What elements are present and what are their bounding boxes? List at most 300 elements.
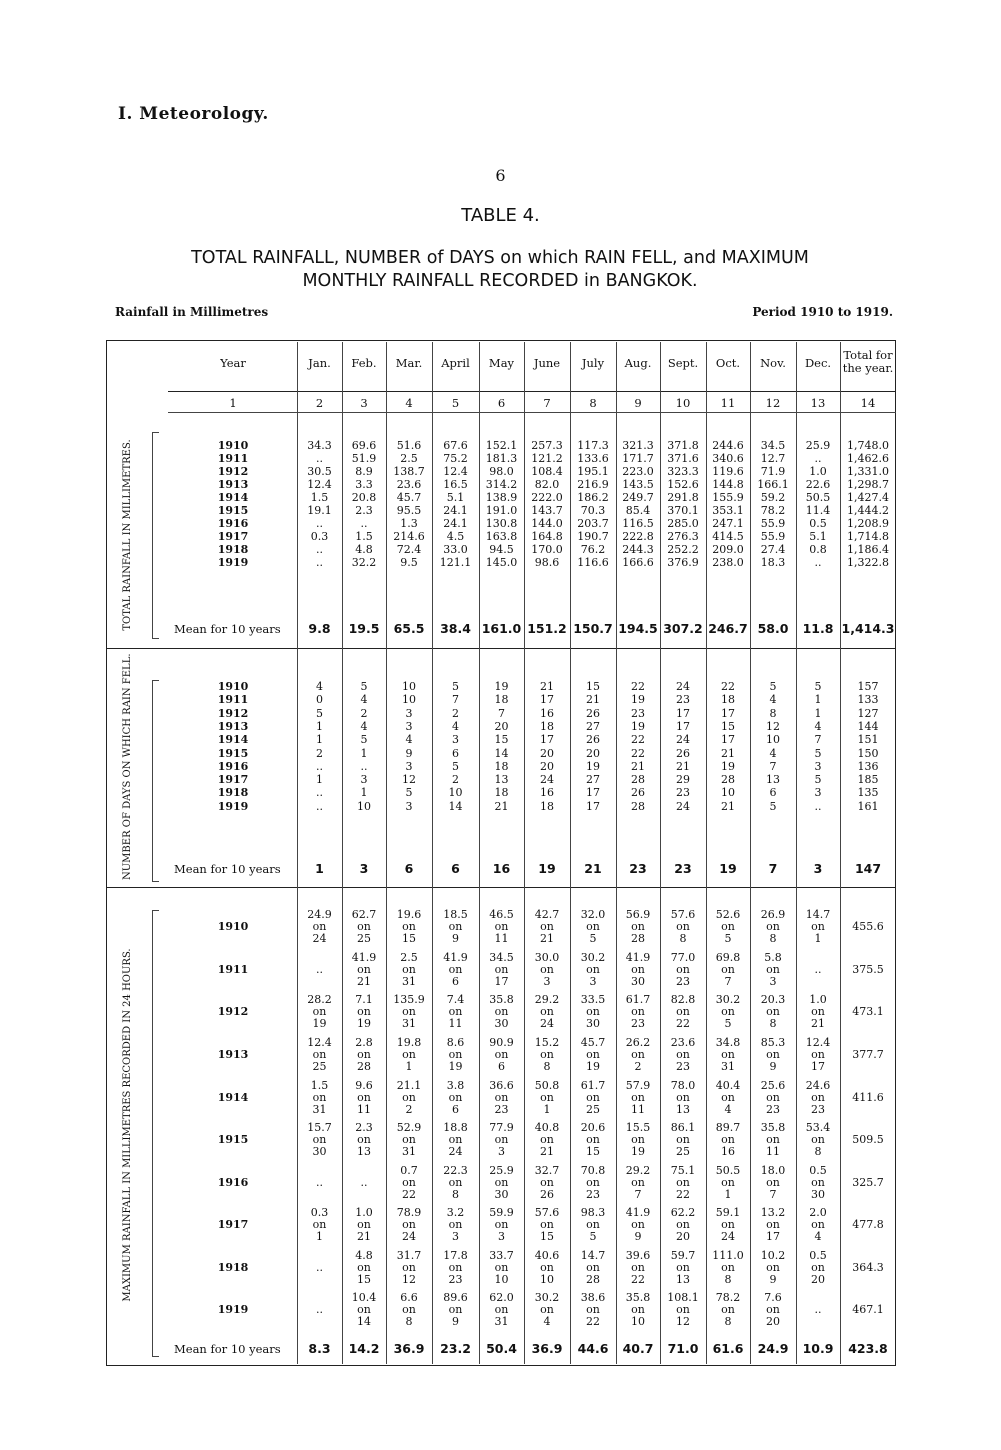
max-cell: 10 xyxy=(494,1273,509,1286)
max-cell: .. xyxy=(814,963,822,976)
max-cell: 108.1 xyxy=(667,1291,699,1304)
rainfall-cell: 4.8 xyxy=(355,543,373,556)
rainfall-cell: 244.6 xyxy=(712,439,744,452)
max-cell: 23 xyxy=(766,1103,780,1116)
rainfall-cell: 95.5 xyxy=(396,504,422,517)
max-total: 325.7 xyxy=(852,1176,884,1189)
days-cell: .. xyxy=(316,759,323,773)
max-cell: 10 xyxy=(540,1273,554,1286)
rainfall-cell: 32.2 xyxy=(351,556,377,569)
max-cell: 21 xyxy=(811,1017,825,1030)
days-cell: 19 xyxy=(494,680,509,693)
rainfall-cell: 191.0 xyxy=(485,504,518,517)
rainfall-cell: 16.5 xyxy=(443,478,468,491)
max-cell: 32.0 xyxy=(580,908,606,921)
rainfall-cell: 190.7 xyxy=(577,530,609,543)
days-cell: 5 xyxy=(316,706,323,720)
rainfall-cell: 216.9 xyxy=(577,478,609,491)
max-cell: 21 xyxy=(357,975,371,988)
rainfall-cell: 59.2 xyxy=(760,491,786,504)
rainfall-cell: 249.7 xyxy=(622,491,654,504)
days-cell: 127 xyxy=(857,706,879,720)
max-cell: 1 xyxy=(814,932,822,945)
days-mean: 3 xyxy=(359,861,369,876)
rainfall-cell: 195.1 xyxy=(577,465,609,478)
year-label: 1911 xyxy=(217,963,249,976)
rainfall-cell: 51.6 xyxy=(396,439,422,452)
max-cell: on xyxy=(631,1005,645,1018)
max-cell: 8 xyxy=(769,932,777,945)
days-cell: 0 xyxy=(316,693,323,707)
rainfall-cell: 130.8 xyxy=(485,517,518,530)
days-mean: 23 xyxy=(674,861,692,876)
max-cell: 5 xyxy=(589,932,597,945)
mean-label: Mean for 10 years xyxy=(174,1342,281,1356)
max-cell: on xyxy=(586,920,600,933)
max-cell: 57.6 xyxy=(670,908,696,921)
max-cell: on xyxy=(540,1261,554,1274)
rainfall-cell: 323.3 xyxy=(667,465,699,478)
rainfall-cell: 98.6 xyxy=(534,556,560,569)
year-label: 1917 xyxy=(217,773,249,787)
days-cell: 12 xyxy=(766,719,780,733)
max-cell: on xyxy=(676,1261,690,1274)
days-cell: 3 xyxy=(405,706,413,720)
max-cell: 59.1 xyxy=(715,1206,741,1219)
max-cell: on xyxy=(494,920,509,933)
rainfall-cell: 171.7 xyxy=(622,452,654,465)
max-cell: on xyxy=(448,1133,463,1146)
max-cell: 17 xyxy=(811,1060,825,1073)
column-number: 5 xyxy=(451,396,460,410)
max-cell: 2.8 xyxy=(355,1036,373,1049)
rainfall-mean: 151.2 xyxy=(527,621,567,636)
days-cell: 1 xyxy=(814,693,822,707)
max-cell: on xyxy=(540,1218,554,1231)
rainfall-cell: .. xyxy=(814,452,822,465)
days-cell: .. xyxy=(360,759,368,773)
max-cell: 19 xyxy=(631,1145,645,1158)
max-cell: on xyxy=(676,1048,690,1061)
days-mean: 7 xyxy=(768,861,778,876)
column-header: Dec. xyxy=(804,356,832,370)
rainfall-cell: 45.7 xyxy=(396,491,422,504)
max-cell: on xyxy=(631,1133,645,1146)
max-cell: on xyxy=(586,963,600,976)
max-cell: 20 xyxy=(766,1315,780,1328)
rainfall-cell: 5.1 xyxy=(446,491,465,504)
rainfall-mean: 9.8 xyxy=(308,621,331,636)
days-cell: 4 xyxy=(814,719,822,733)
max-cell: 30.2 xyxy=(534,1291,560,1304)
section-heading: I. Meteorology. xyxy=(118,104,269,124)
max-cell: on xyxy=(631,963,645,976)
days-cell: 24 xyxy=(676,733,690,747)
max-cell: on xyxy=(312,1133,327,1146)
days-cell: 4 xyxy=(316,680,323,693)
max-mean: 14.2 xyxy=(348,1341,380,1356)
max-cell: on xyxy=(540,1091,554,1104)
max-cell: on xyxy=(540,1303,554,1316)
max-cell: 98.3 xyxy=(580,1206,606,1219)
rainfall-cell: 72.4 xyxy=(396,543,422,556)
max-cell: 90.9 xyxy=(489,1036,514,1049)
max-cell: 30.2 xyxy=(580,951,606,964)
days-cell: 185 xyxy=(857,773,879,787)
days-cell: 1 xyxy=(316,773,323,787)
max-cell: on xyxy=(448,920,463,933)
max-cell: on xyxy=(676,1176,690,1189)
max-cell: 23 xyxy=(494,1103,509,1116)
max-cell: on xyxy=(402,1091,416,1104)
rainfall-cell: 70.3 xyxy=(580,504,606,517)
days-cell: 19 xyxy=(586,759,600,773)
max-cell: 41.9 xyxy=(443,951,468,964)
days-cell: 10 xyxy=(721,786,735,800)
days-cell: 6 xyxy=(769,786,777,800)
max-cell: 89.7 xyxy=(715,1121,741,1134)
days-mean: 21 xyxy=(584,861,602,876)
number-rule xyxy=(168,412,896,413)
days-cell: 17 xyxy=(676,719,690,733)
year-label: 1914 xyxy=(217,1091,249,1104)
max-cell: 6 xyxy=(498,1060,505,1073)
max-cell: 35.8 xyxy=(625,1291,651,1304)
max-cell: on xyxy=(586,1133,600,1146)
year-label: 1913 xyxy=(217,719,249,733)
max-cell: 8.6 xyxy=(446,1036,465,1049)
max-cell: 7 xyxy=(634,1188,642,1201)
max-cell: on xyxy=(357,920,371,933)
rainfall-cell: 222.0 xyxy=(531,491,563,504)
days-cell: 17 xyxy=(721,706,735,720)
max-cell: 78.9 xyxy=(396,1206,422,1219)
max-cell: 30.2 xyxy=(715,993,741,1006)
max-cell: 19.6 xyxy=(396,908,422,921)
days-cell: 5 xyxy=(769,799,777,813)
rainfall-cell: 144.0 xyxy=(531,517,563,530)
max-cell: 61.7 xyxy=(580,1079,606,1092)
max-total: 477.8 xyxy=(852,1218,884,1231)
max-cell: 11 xyxy=(448,1017,463,1030)
max-cell: 26 xyxy=(540,1188,554,1201)
max-cell: 11 xyxy=(766,1145,780,1158)
days-cell: 5 xyxy=(814,680,822,693)
column-header: April xyxy=(441,356,470,370)
rainfall-cell: 138.7 xyxy=(393,465,425,478)
max-cell: on xyxy=(494,1176,509,1189)
max-cell: 8 xyxy=(769,1017,777,1030)
max-cell: on xyxy=(402,1176,416,1189)
max-cell: on xyxy=(357,1303,371,1316)
max-cell: on xyxy=(586,1261,600,1274)
rainfall-cell: 55.9 xyxy=(760,517,786,530)
max-mean: 423.8 xyxy=(848,1341,888,1356)
rainfall-cell: 22.6 xyxy=(805,478,831,491)
rainfall-cell: 20.8 xyxy=(351,491,377,504)
rainfall-mean: 38.4 xyxy=(440,621,471,636)
max-cell: 77.9 xyxy=(489,1121,514,1134)
rainfall-cell: 340.6 xyxy=(712,452,744,465)
max-cell: 19 xyxy=(312,1017,327,1030)
rainfall-cell: 1,427.4 xyxy=(847,491,889,504)
max-cell: on xyxy=(357,963,371,976)
max-cell: 14.7 xyxy=(580,1249,606,1262)
rainfall-mean: 194.5 xyxy=(618,621,658,636)
max-cell: 30 xyxy=(494,1017,509,1030)
rainfall-cell: 2.3 xyxy=(355,504,373,517)
days-cell: 136 xyxy=(857,759,879,773)
max-mean: 61.6 xyxy=(712,1341,744,1356)
max-cell: 1 xyxy=(724,1188,732,1201)
days-cell: 4 xyxy=(405,733,413,747)
max-cell: 62.7 xyxy=(351,908,377,921)
max-cell: 3 xyxy=(498,1230,505,1243)
days-cell: 5 xyxy=(769,680,777,693)
max-cell: 4 xyxy=(724,1103,732,1116)
rainfall-cell: 94.5 xyxy=(489,543,514,556)
max-cell: on xyxy=(357,1048,371,1061)
max-cell: on xyxy=(721,963,735,976)
max-cell: 8 xyxy=(452,1188,459,1201)
max-cell: 18.8 xyxy=(443,1121,468,1134)
days-cell: 7 xyxy=(814,733,822,747)
column-header: June xyxy=(533,356,561,370)
column-header: Total for the year. xyxy=(842,348,894,375)
max-cell: on xyxy=(676,1091,690,1104)
max-cell: 7 xyxy=(769,1188,777,1201)
column-number: 13 xyxy=(810,396,826,410)
max-mean: 36.9 xyxy=(393,1341,425,1356)
max-cell: on xyxy=(631,1218,645,1231)
days-cell: 18 xyxy=(494,786,509,800)
max-cell: 16 xyxy=(721,1145,735,1158)
max-cell: 35.8 xyxy=(489,993,514,1006)
max-cell: 59.9 xyxy=(489,1206,514,1219)
days-cell: 20 xyxy=(586,746,600,760)
max-cell: 75.1 xyxy=(670,1164,696,1177)
max-cell: 8 xyxy=(814,1145,822,1158)
days-cell: 17 xyxy=(540,733,554,747)
year-label: 1914 xyxy=(217,733,249,747)
column-number: 10 xyxy=(675,396,691,410)
days-cell: 150 xyxy=(857,746,879,760)
days-cell: 10 xyxy=(402,693,416,707)
max-cell: 30 xyxy=(494,1188,509,1201)
max-cell: 31 xyxy=(402,975,416,988)
max-cell: 24.9 xyxy=(307,908,332,921)
days-cell: 3 xyxy=(405,759,413,773)
max-cell: 6 xyxy=(452,1103,459,1116)
max-cell: 23.6 xyxy=(670,1036,696,1049)
rainfall-mean: 65.5 xyxy=(393,621,425,636)
rainfall-cell: 27.4 xyxy=(760,543,786,556)
max-cell: on xyxy=(721,1261,735,1274)
max-cell: 52.6 xyxy=(715,908,741,921)
max-cell: 45.7 xyxy=(580,1036,606,1049)
max-cell: 33.5 xyxy=(580,993,606,1006)
max-cell: 23 xyxy=(631,1017,645,1030)
max-cell: 25 xyxy=(586,1103,600,1116)
rainfall-cell: 12.4 xyxy=(307,478,332,491)
rainfall-cell: 0.5 xyxy=(809,517,827,530)
max-cell: 24 xyxy=(540,1017,554,1030)
max-cell: 12 xyxy=(402,1273,416,1286)
max-cell: 69.8 xyxy=(715,951,741,964)
rainfall-cell: 34.3 xyxy=(307,439,332,452)
year-label: 1913 xyxy=(217,478,249,491)
max-cell: 31.7 xyxy=(396,1249,422,1262)
max-cell: on xyxy=(448,1005,463,1018)
days-cell: 27 xyxy=(586,773,600,787)
days-cell: 1 xyxy=(316,733,323,747)
table-title: TABLE 4. xyxy=(461,205,540,226)
max-cell: on xyxy=(402,1303,416,1316)
max-total: 467.1 xyxy=(852,1303,884,1316)
max-cell: 7.1 xyxy=(355,993,373,1006)
max-cell: 22 xyxy=(631,1273,645,1286)
days-cell: 5 xyxy=(452,680,459,693)
days-cell: 17 xyxy=(586,799,600,813)
max-cell: on xyxy=(312,1091,327,1104)
year-label: 1912 xyxy=(217,465,249,478)
max-cell: on xyxy=(676,1303,690,1316)
days-cell: 10 xyxy=(402,680,416,693)
max-cell: 50.5 xyxy=(715,1164,741,1177)
max-cell: 57.9 xyxy=(625,1079,651,1092)
mean-label: Mean for 10 years xyxy=(174,622,281,636)
rainfall-cell: 143.5 xyxy=(622,478,654,491)
max-mean: 36.9 xyxy=(531,1341,563,1356)
max-cell: on xyxy=(402,1048,416,1061)
rainfall-cell: 30.5 xyxy=(307,465,332,478)
max-cell: on xyxy=(357,1218,371,1231)
max-cell: on xyxy=(448,1091,463,1104)
max-cell: 15.5 xyxy=(625,1121,651,1134)
max-cell: 19.8 xyxy=(396,1036,422,1049)
max-cell: 20 xyxy=(676,1230,690,1243)
max-cell: 26.9 xyxy=(760,908,786,921)
year-label: 1913 xyxy=(217,1048,249,1061)
rainfall-cell: 24.1 xyxy=(443,504,468,517)
max-cell: on xyxy=(721,1091,735,1104)
max-cell: 14.7 xyxy=(805,908,831,921)
subtitle-line-1: TOTAL RAINFALL, NUMBER of DAYS on which RAIN FELL, and MAXIMUM xyxy=(191,248,809,268)
days-cell: 4 xyxy=(769,693,777,707)
rainfall-cell: 76.2 xyxy=(580,543,606,556)
column-header: Aug. xyxy=(624,356,652,370)
days-cell: 151 xyxy=(857,733,879,747)
max-cell: on xyxy=(676,920,690,933)
max-cell: on xyxy=(312,1218,327,1231)
max-cell: 28 xyxy=(586,1273,600,1286)
max-cell: on xyxy=(402,1005,416,1018)
max-cell: 34.8 xyxy=(715,1036,741,1049)
max-cell: 61.7 xyxy=(625,993,651,1006)
days-mean: 19 xyxy=(538,861,556,876)
max-cell: 111.0 xyxy=(712,1249,744,1262)
year-label: 1915 xyxy=(217,1133,249,1146)
max-cell: 24 xyxy=(312,932,327,945)
rainfall-mean: 58.0 xyxy=(757,621,789,636)
days-cell: 10 xyxy=(448,786,463,800)
max-cell: 30 xyxy=(586,1017,600,1030)
max-cell: on xyxy=(402,920,416,933)
rainfall-cell: 252.2 xyxy=(667,543,699,556)
max-cell: on xyxy=(676,1005,690,1018)
days-cell: 5 xyxy=(360,733,368,747)
days-cell: 4 xyxy=(769,746,777,760)
rainfall-cell: 1.3 xyxy=(400,517,418,530)
rainfall-cell: 67.6 xyxy=(443,439,468,452)
rainfall-cell: 34.5 xyxy=(760,439,786,452)
days-cell: 5 xyxy=(405,786,413,800)
year-label: 1916 xyxy=(217,759,249,773)
rainfall-cell: .. xyxy=(316,452,323,465)
rainfall-cell: 18.3 xyxy=(760,556,786,569)
max-cell: on xyxy=(811,1218,825,1231)
max-cell: 22 xyxy=(586,1315,600,1328)
days-cell: 15 xyxy=(721,719,735,733)
max-cell: on xyxy=(766,1133,780,1146)
max-cell: on xyxy=(631,1261,645,1274)
days-cell: 20 xyxy=(540,759,554,773)
max-cell: on xyxy=(402,1218,416,1231)
max-cell: 77.0 xyxy=(670,951,696,964)
rainfall-cell: 166.1 xyxy=(757,478,789,491)
section-divider-2 xyxy=(106,887,896,888)
rainfall-cell: 3.3 xyxy=(355,478,373,491)
max-cell: 23 xyxy=(811,1103,825,1116)
days-cell: 26 xyxy=(631,786,645,800)
max-cell: on xyxy=(540,920,554,933)
rainfall-cell: 371.6 xyxy=(667,452,699,465)
max-cell: on xyxy=(766,1048,780,1061)
max-cell: on xyxy=(494,1005,509,1018)
year-label: 1915 xyxy=(217,504,249,517)
max-cell: 40.6 xyxy=(534,1249,560,1262)
max-cell: 10 xyxy=(631,1315,645,1328)
max-cell: on xyxy=(494,1261,509,1274)
days-cell: .. xyxy=(814,799,822,813)
max-cell: 13 xyxy=(357,1145,371,1158)
max-cell: 31 xyxy=(402,1017,416,1030)
max-cell: on xyxy=(586,1303,600,1316)
rainfall-cell: 116.6 xyxy=(577,556,609,569)
rainfall-cell: 1,714.8 xyxy=(847,530,889,543)
max-cell: 19 xyxy=(357,1017,371,1030)
max-cell: on xyxy=(402,1261,416,1274)
rainfall-cell: 1,462.6 xyxy=(847,452,889,465)
days-mean: 16 xyxy=(492,861,511,876)
days-cell: 27 xyxy=(586,719,600,733)
max-cell: 15.7 xyxy=(307,1121,332,1134)
rainfall-cell: 98.0 xyxy=(489,465,514,478)
year-label: 1918 xyxy=(217,543,249,556)
rainfall-cell: 55.9 xyxy=(760,530,786,543)
rainfall-cell: 1.5 xyxy=(355,530,373,543)
days-cell: 21 xyxy=(494,799,509,813)
max-cell: 3.8 xyxy=(446,1079,465,1092)
max-cell: 22.3 xyxy=(443,1164,468,1177)
rainfall-cell: 133.6 xyxy=(577,452,609,465)
max-cell: 82.8 xyxy=(670,993,696,1006)
rainfall-mean: 1,414.3 xyxy=(841,621,895,636)
max-cell: on xyxy=(357,1091,371,1104)
days-cell: 8 xyxy=(769,706,777,720)
max-cell: 2.0 xyxy=(809,1206,827,1219)
days-cell: 19 xyxy=(631,719,645,733)
